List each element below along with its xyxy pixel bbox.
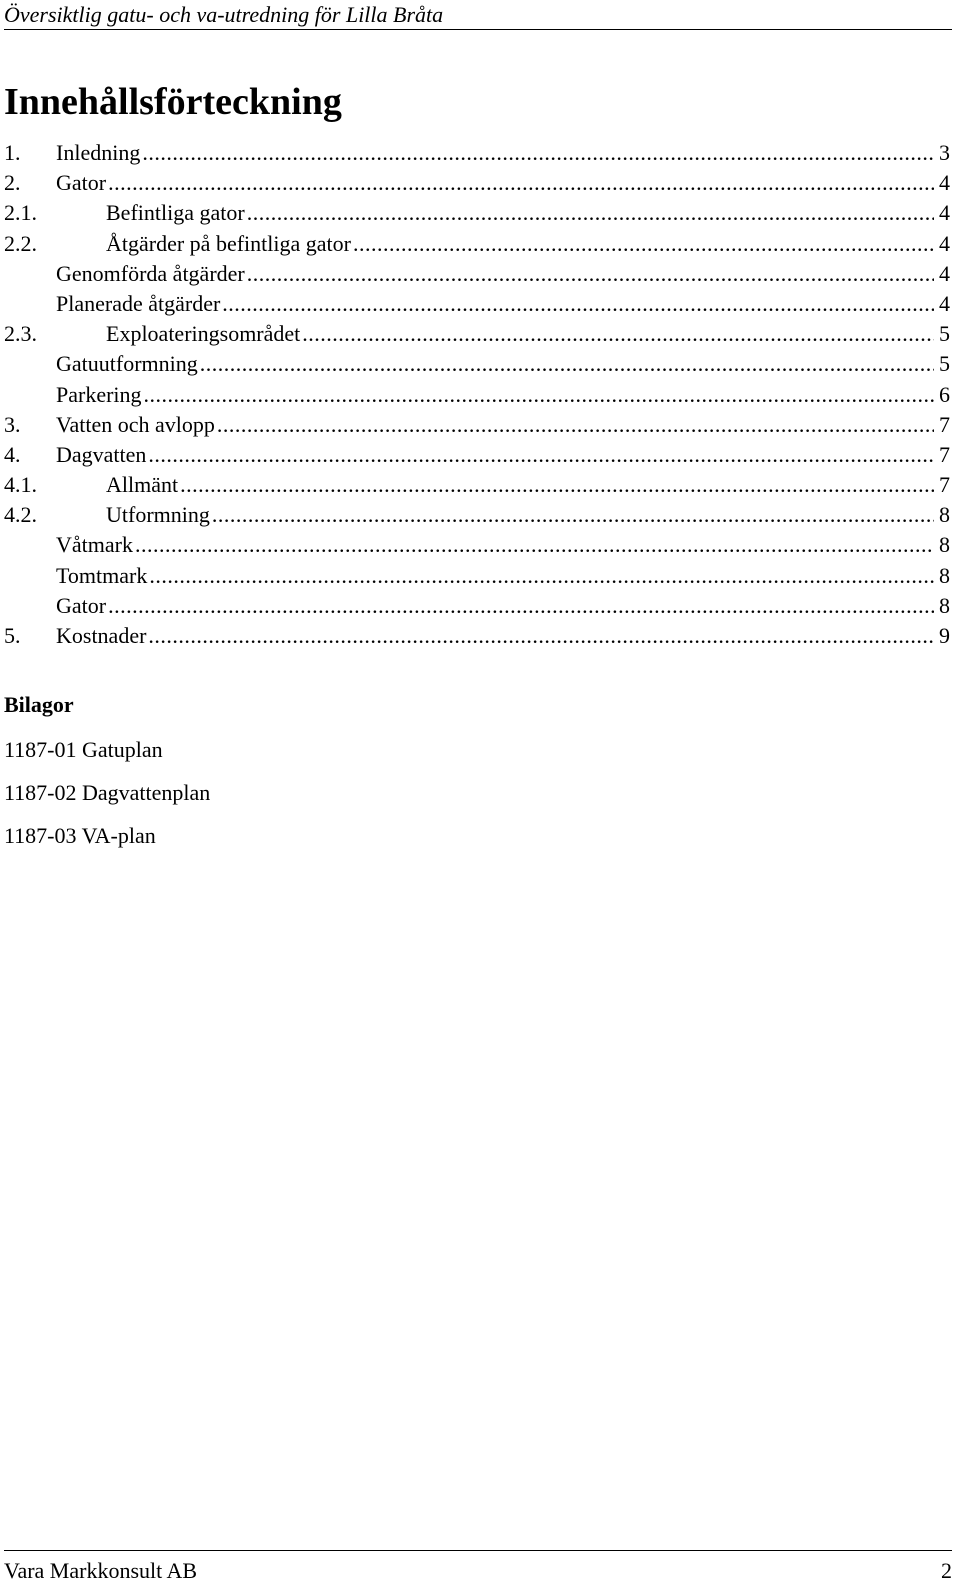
toc-entry-atgarder-pa-befintliga-gator[interactable] [4,229,950,259]
toc-entry-inledning[interactable] [4,138,950,168]
toc-entry-number: 2. [4,170,21,196]
toc-entry-text: Genomförda åtgärder [56,260,245,286]
toc-entry-number: 3. [4,411,21,437]
toc-entry-text: Åtgärder på befintliga gator [106,230,351,256]
toc-heading: Innehållsförteckning [4,81,342,123]
toc-entry-number: 5. [4,623,21,648]
dot-leader [144,380,934,410]
toc-entry-vatten-och-avlopp[interactable] [4,410,950,440]
dot-leader [135,530,934,560]
toc-entry-number: 2.1. [4,200,37,226]
dot-leader [302,319,934,349]
toc-entry-gator-sub[interactable] [4,591,950,621]
toc-entry-page: 4 [939,200,950,226]
dot-leader [142,138,934,168]
toc-entry-page: 4 [939,170,950,196]
dot-leader [108,168,934,198]
toc-entry-vatmark[interactable] [4,530,950,560]
footer-page-number: 2 [941,1558,952,1583]
dot-leader [148,440,934,470]
toc-entry-page: 4 [939,260,950,286]
dot-leader [200,349,934,379]
appendix-heading: Bilagor [4,692,74,717]
toc-entry-number: 2.2. [4,230,37,256]
dot-leader [217,410,934,440]
toc-entry-text: Allmänt [106,472,179,498]
toc-entry-number: 1. [4,140,21,165]
toc-entry-gatuutformning[interactable] [4,349,950,379]
appendix-item-dagvattenplan: 1187-02 Dagvattenplan [4,780,211,805]
table-of-contents [4,138,950,651]
toc-entry-page: 8 [939,562,950,588]
dot-leader [148,621,934,651]
toc-entry-allmant[interactable] [4,470,950,500]
toc-entry-number: 2.3. [4,321,37,347]
dot-leader [149,561,934,591]
toc-entry-page: 5 [939,351,950,377]
toc-entry-number: 4.2. [4,502,37,528]
toc-entry-parkering[interactable] [4,380,950,410]
toc-entry-page: 4 [939,230,950,256]
page-footer [4,1550,952,1584]
dot-leader [212,500,934,530]
toc-entry-utformning[interactable] [4,500,950,530]
toc-entry-text: Våtmark [56,532,133,558]
toc-entry-page: 3 [939,140,950,165]
dot-leader [353,229,934,259]
toc-entry-page: 7 [939,411,950,437]
toc-entry-kostnader[interactable] [4,621,950,651]
appendix-item-va-plan: 1187-03 VA-plan [4,823,156,848]
toc-entry-text: Exploateringsområdet [106,321,301,347]
footer-company: Vara Markkonsult AB [4,1558,198,1583]
dot-leader [247,259,934,289]
toc-entry-page: 6 [939,381,950,407]
toc-entry-text: Befintliga gator [106,200,245,226]
dot-leader [222,289,934,319]
toc-entry-genomforda-atgarder[interactable] [4,259,950,289]
toc-entry-text: Dagvatten [56,441,147,467]
toc-entry-page: 7 [939,472,950,498]
appendix-item-gatuplan: 1187-01 Gatuplan [4,737,163,762]
toc-entry-text: Inledning [56,140,141,165]
toc-entry-text: Planerade åtgärder [56,290,221,316]
toc-entry-tomtmark[interactable] [4,561,950,591]
toc-entry-page: 9 [939,623,950,648]
toc-entry-page: 7 [939,441,950,467]
toc-entry-number: 4.1. [4,472,37,498]
document-title: Översiktlig gatu- och va-utredning för Lilla Bråta [4,2,444,27]
toc-entry-page: 4 [939,290,950,316]
dot-leader [108,591,934,621]
toc-entry-befintliga-gator[interactable] [4,198,950,228]
toc-entry-text: Gatuutformning [56,351,198,377]
toc-entry-page: 5 [939,321,950,347]
dot-leader [180,470,934,500]
toc-entry-text: Utformning [106,502,210,528]
toc-entry-text: Gator [56,170,107,196]
toc-entry-page: 8 [939,592,950,618]
toc-entry-page: 8 [939,502,950,528]
toc-entry-text: Vatten och avlopp [56,411,215,437]
appendix-list [4,735,210,864]
toc-entry-dagvatten[interactable] [4,440,950,470]
dot-leader [247,198,934,228]
toc-entry-text: Parkering [56,381,142,407]
toc-entry-page: 8 [939,532,950,558]
toc-entry-text: Tomtmark [56,562,148,588]
toc-entry-planerade-atgarder[interactable] [4,289,950,319]
toc-entry-gator[interactable] [4,168,950,198]
toc-entry-text: Gator [56,592,107,618]
toc-entry-number: 4. [4,441,21,467]
page-header [4,2,952,30]
toc-entry-exploateringsomradet[interactable] [4,319,950,349]
toc-entry-text: Kostnader [56,623,147,648]
